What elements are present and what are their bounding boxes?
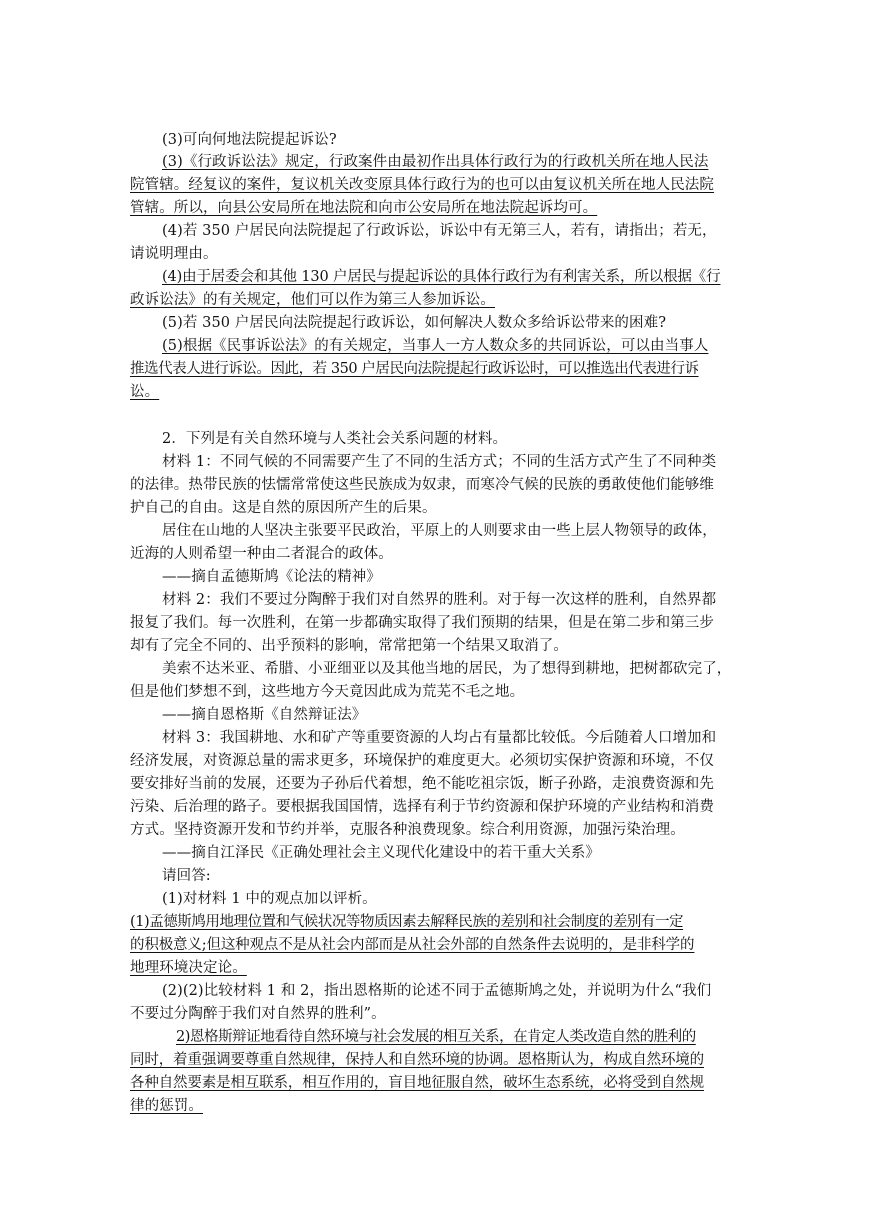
answer-3-line-3: 管辖。所以，向县公安局所在地法院和向市公安局所在地法院起诉均可。 [130, 200, 598, 216]
answer-3-line-1: (3)《行政诉讼法》规定，行政案件由最初作出具体行政行为的行政机关所在地人民法 [162, 154, 709, 170]
answer-4-line-1: (4)由于居委会和其他 130 户居民与提起诉讼的具体行政行为有利害关系，所以根据《行 [162, 269, 721, 285]
material-3-source: ——摘自江泽民《正确处理社会主义现代化建设中的若干重大关系》 [162, 845, 600, 861]
material-3-line-2: 经济发展，对资源总量的需求更多，环境保护的难度更大。必须切实保护资源和环境，不仅 [130, 753, 714, 769]
material-1-line-2: 的法律。热带民族的怯懦常常使这些民族成为奴隶，而寒冷气候的民族的勇敢使他们能够维 [130, 477, 714, 493]
sub-question-2-line-1: (2)(2)比较材料 1 和 2，指出恩格斯的论述不同于孟德斯鸠之处，并说明为什么“我们 [162, 983, 712, 999]
question-4-line-2: 请说明理由。 [130, 246, 218, 262]
answer-5-line-2: 推选代表人进行诉讼。因此，若 350 户居民向法院提起行政诉讼时，可以推选出代表进行诉 [130, 361, 699, 377]
answer-prompt: 请回答: [162, 868, 211, 884]
sub-answer-1-line-1: (1)孟德斯鸠用地理位置和气候状况等物质因素去解释民族的差别和社会制度的差别有一定 [130, 914, 684, 930]
material-1-line-5: 近海的人则希望一种由二者混合的政体。 [130, 546, 393, 562]
answer-5-line-1: (5)根据《民事诉讼法》的有关规定，当事人一方人数众多的共同诉讼，可以由当事人 [162, 338, 709, 354]
material-3-line-4: 污染、后治理的路子。要根据我国国情，选择有利于节约资源和保护环境的产业结构和消费 [130, 799, 714, 815]
sub-question-1: (1)对材料 1 中的观点加以评析。 [162, 891, 377, 907]
question-4-line-1: (4)若 350 户居民向法院提起了行政诉讼，诉讼中有无第三人，若有，请指出；若无， [162, 223, 717, 239]
material-2-line-4: 美索不达米亚、希腊、小亚细亚以及其他当地的居民，为了想得到耕地，把树都砍完了， [162, 661, 732, 677]
material-3-line-1: 材料 3：我国耕地、水和矿产等重要资源的人均占有量都比较低。今后随着人口增加和 [162, 730, 717, 746]
answer-3-line-2: 院管辖。经复议的案件，复议机关改变原具体行政行为的也可以由复议机关所在地人民法院 [130, 177, 714, 193]
sub-question-2-line-2: 不要过分陶醉于我们对自然界的胜利”。 [130, 1006, 386, 1022]
material-2-line-3: 却有了完全不同的、出乎预料的影响，常常把第一个结果又取消了。 [130, 638, 568, 654]
question-3: (3)可向何地法院提起诉讼? [162, 132, 337, 148]
sub-answer-1-line-3: 地理环境决定论。 [130, 960, 247, 976]
sub-answer-1-line-2: 的积极意义;但这种观点不是从社会内部而是从社会外部的自然条件去说明的，是非科学的 [130, 937, 695, 953]
material-3-line-3: 要安排好当前的发展，还要为子孙后代着想，绝不能吃祖宗饭，断子孙路，走浪费资源和先 [130, 776, 714, 792]
question-2-intro: 2．下列是有关自然环境与人类社会关系问题的材料。 [162, 431, 508, 447]
material-2-source: ——摘自恩格斯《自然辩证法》 [162, 707, 367, 723]
material-1-line-3: 护自己的自由。这是自然的原因所产生的后果。 [130, 500, 437, 516]
sub-answer-2-line-1: 2)恩格斯辩证地看待自然环境与社会发展的相互关系，在肯定人类改造自然的胜利的 [176, 1029, 696, 1045]
question-5: (5)若 350 户居民向法院提起行政诉讼，如何解决人数众多给诉讼带来的困难? [162, 315, 667, 331]
material-3-line-5: 方式。坚持资源开发和节约并举，克服各种浪费现象。综合利用资源，加强污染治理。 [130, 822, 685, 838]
sub-answer-2-line-4: 律的惩罚。 [130, 1098, 203, 1114]
answer-4-line-2: 政诉讼法》的有关规定，他们可以作为第三人参加诉讼。 [130, 292, 495, 308]
material-1-line-1: 材料 1：不同气候的不同需要产生了不同的生活方式；不同的生活方式产生了不同种类 [162, 454, 717, 470]
material-2-line-5: 但是他们梦想不到，这些地方今天竟因此成为荒芜不毛之地。 [130, 684, 525, 700]
material-2-line-2: 报复了我们。每一次胜利，在第一步都确实取得了我们预期的结果，但是在第二步和第三步 [130, 615, 714, 631]
material-1-source: ——摘自孟德斯鸠《论法的精神》 [162, 569, 381, 585]
sub-answer-2-line-3: 各种自然要素是相互联系，相互作用的，盲目地征服自然，破坏生态系统，必将受到自然规 [130, 1075, 704, 1091]
sub-answer-2-line-2: 同时，着重强调要尊重自然规律，保持人和自然环境的协调。恩格斯认为，构成自然环境的 [130, 1052, 704, 1068]
material-1-line-4: 居住在山地的人坚决主张要平民政治，平原上的人则要求由一些上层人物领导的政体， [162, 523, 717, 539]
material-2-line-1: 材料 2：我们不要过分陶醉于我们对自然界的胜利。对于每一次这样的胜利，自然界都 [162, 592, 717, 608]
answer-5-line-3: 讼。 [130, 384, 160, 400]
